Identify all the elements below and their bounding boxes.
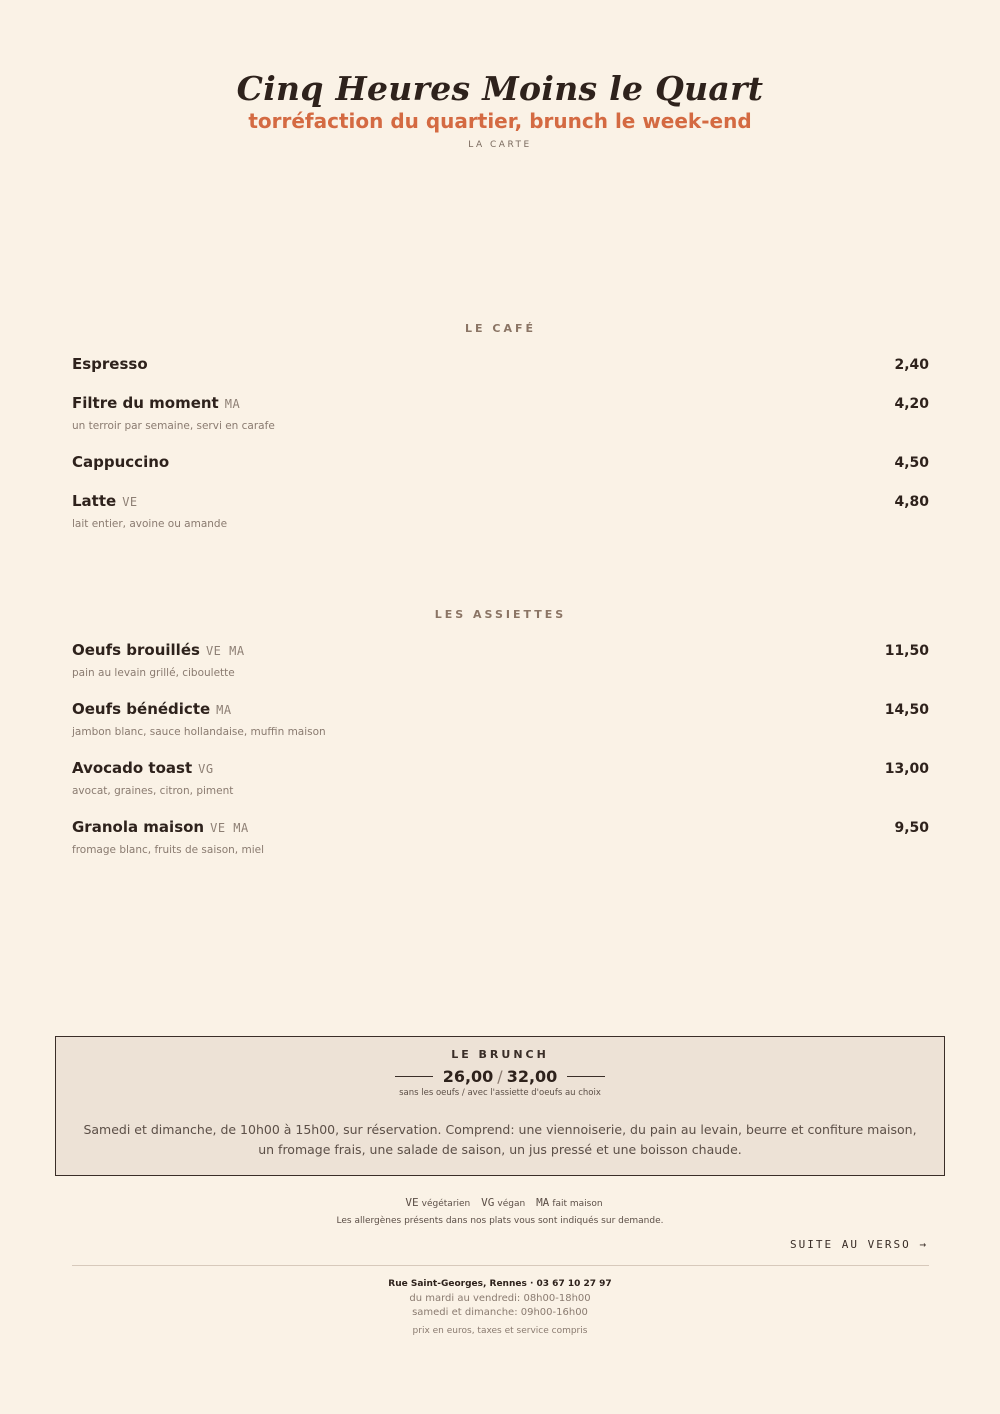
item-name: Filtre du moment	[72, 394, 219, 412]
menu-kicker: LA CARTE	[468, 140, 532, 150]
menu-item	[72, 817, 929, 856]
diet-legend	[0, 1196, 1000, 1209]
menu-item	[72, 640, 929, 679]
footer-divider	[72, 1265, 929, 1266]
brunch-price-b: 32,00	[506, 1067, 558, 1086]
allergen-note: Les allergènes présents dans nos plats vous sont indiqués sur demande.	[336, 1216, 664, 1226]
brunch-prices	[56, 1067, 944, 1086]
menu-item	[72, 758, 929, 797]
item-price: 4,80	[894, 494, 929, 510]
item-name: Avocado toast	[72, 759, 193, 777]
legend-label: végétarien	[421, 1199, 471, 1209]
item-description: jambon blanc, sauce hollandaise, muffin maison	[72, 726, 326, 738]
item-description: pain au levain grillé, ciboulette	[72, 667, 235, 679]
item-name: Oeufs bénédicte	[72, 700, 211, 718]
hours-weekend: samedi et dimanche: 09h00-16h00	[412, 1307, 588, 1318]
item-tags: VE	[122, 495, 138, 509]
item-price: 4,50	[894, 455, 929, 471]
section-assiettes	[72, 608, 929, 856]
item-description: avocat, graines, citron, piment	[72, 785, 234, 797]
item-name: Oeufs brouillés	[72, 641, 200, 659]
menu-header	[0, 70, 1000, 150]
prices-note: prix en euros, taxes et service compris	[412, 1326, 588, 1336]
item-price: 2,40	[894, 357, 929, 373]
section-title: LE CAFÉ	[465, 322, 536, 335]
divider-left	[395, 1076, 433, 1077]
legend-label: fait maison	[552, 1199, 603, 1209]
item-tags: MA	[224, 397, 241, 411]
item-price: 9,50	[894, 820, 929, 836]
item-description: un terroir par semaine, servi en carafe	[72, 420, 275, 432]
menu-item	[72, 699, 929, 738]
legend-label: végan	[497, 1199, 526, 1209]
brunch-price-a: 26,00	[442, 1067, 494, 1086]
hours-weekday: du mardi au vendredi: 08h00-18h00	[409, 1293, 591, 1304]
item-tags: VG	[198, 762, 214, 776]
brunch-title: LE BRUNCH	[451, 1048, 549, 1061]
item-description: lait entier, avoine ou amande	[72, 518, 228, 530]
menu-item	[72, 491, 929, 530]
legend-code: VG	[481, 1196, 495, 1209]
address-phone: Rue Saint-Georges, Rennes · 03 67 10 27 97	[388, 1279, 612, 1289]
footer	[0, 1279, 1000, 1336]
item-price: 13,00	[884, 761, 929, 777]
restaurant-subtitle: torréfaction du quartier, brunch le week-end	[248, 109, 752, 133]
section-cafe	[72, 322, 929, 530]
item-description: fromage blanc, fruits de saison, miel	[72, 844, 264, 856]
legend-code: VE	[405, 1196, 419, 1209]
item-price: 4,20	[894, 396, 929, 412]
legend-code: MA	[536, 1196, 550, 1209]
next-page-link[interactable]: SUITE AU VERSO →	[790, 1238, 928, 1251]
menu-item	[72, 393, 929, 432]
divider-right	[567, 1076, 605, 1077]
brunch-note: sans les oeufs / avec l'assiette d'oeufs au choix	[399, 1088, 601, 1098]
brunch-description: Samedi et dimanche, de 10h00 à 15h00, sur réservation. Comprend: une viennoiserie, du pain au levain, beurre et confiture maison, un fromage frais, une salade de saison, un jus pressé et une boisson chaude.	[83, 1122, 917, 1157]
item-tags: VE MA	[210, 821, 249, 835]
brunch-price-separator: /	[497, 1067, 503, 1086]
item-tags: MA	[216, 703, 232, 717]
menu-item	[72, 452, 929, 471]
item-price: 14,50	[884, 702, 929, 718]
menu-item	[72, 354, 929, 373]
item-name: Espresso	[72, 355, 148, 373]
section-title: LES ASSIETTES	[434, 608, 567, 621]
item-name: Granola maison	[72, 818, 205, 836]
item-tags: VE MA	[205, 644, 245, 658]
restaurant-title: Cinq Heures Moins le Quart	[236, 69, 764, 108]
item-name: Latte	[72, 492, 117, 510]
item-price: 11,50	[884, 643, 929, 659]
brunch-box	[55, 1036, 945, 1176]
item-name: Cappuccino	[72, 453, 170, 471]
